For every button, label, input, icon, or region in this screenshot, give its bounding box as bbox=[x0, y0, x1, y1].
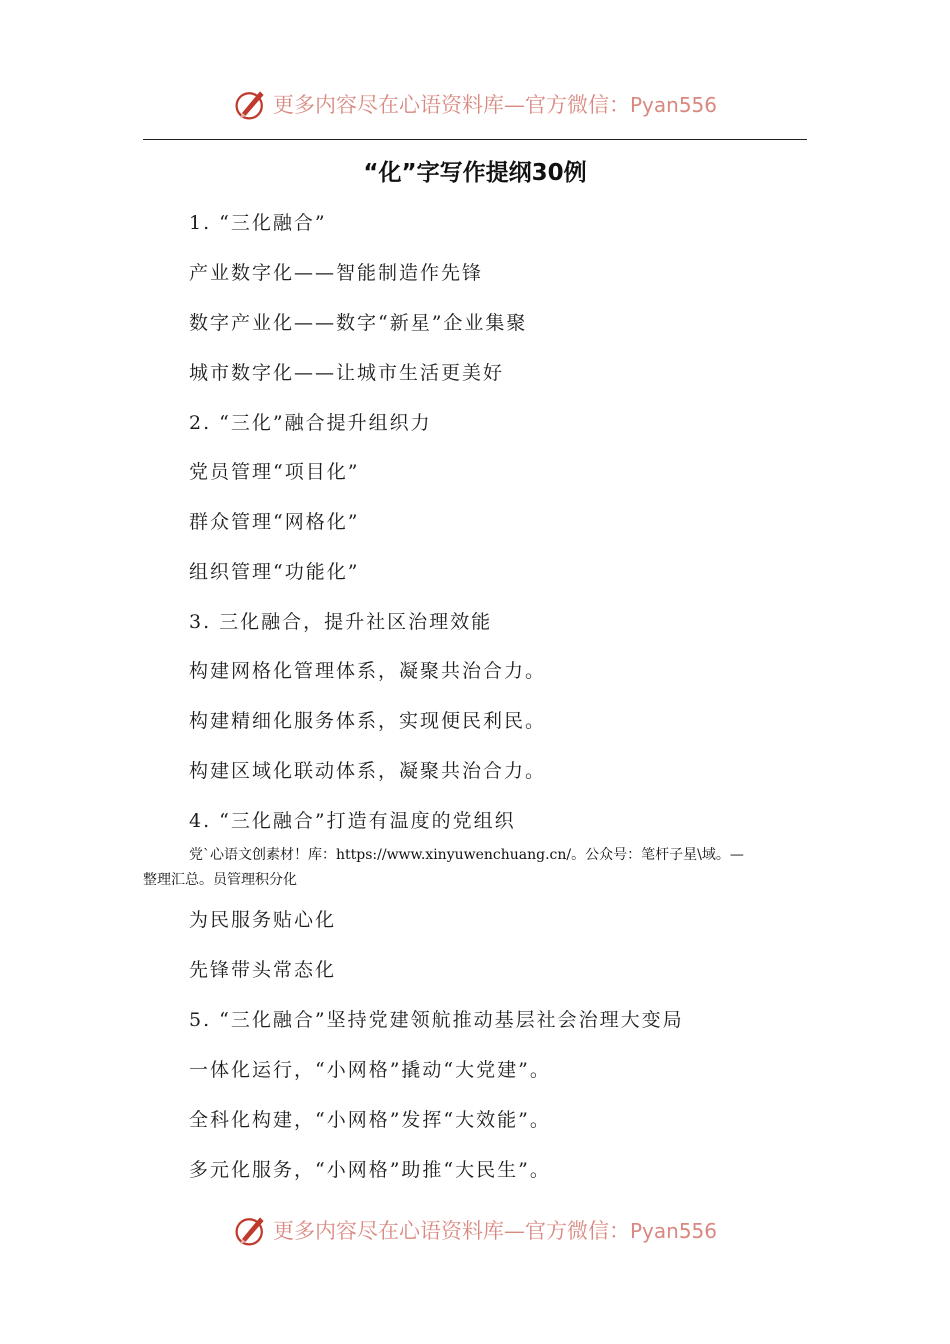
body-line: 1. “三化融合” bbox=[189, 212, 327, 234]
body-line: 构建区域化联动体系，凝聚共治合力。 bbox=[189, 760, 547, 782]
body-line: 一体化运行，“小网格”撬动“大党建”。 bbox=[189, 1059, 551, 1081]
body-line: 多元化服务，“小网格”助推“大民生”。 bbox=[189, 1159, 551, 1181]
body-line: 构建网格化管理体系，凝聚共治合力。 bbox=[189, 660, 547, 682]
body-line: 2. “三化”融合提升组织力 bbox=[189, 412, 432, 434]
note-line: 党`心语文创素材！库：https://www.xinyuwenchuang.cn/。公众号：笔杆子星\域。— bbox=[189, 847, 744, 863]
inline-watermark-note bbox=[143, 843, 807, 893]
body-line: 先锋带头常态化 bbox=[189, 959, 337, 981]
body-line: 构建精细化服务体系，实现便民利民。 bbox=[189, 710, 547, 732]
body-line: 全科化构建，“小网格”发挥“大效能”。 bbox=[189, 1109, 551, 1131]
header-watermark-banner bbox=[0, 82, 950, 126]
body-line: 组织管理“功能化” bbox=[189, 561, 360, 583]
body-line: 数字产业化——数字“新星”企业集聚 bbox=[189, 312, 528, 334]
wechat-id: Pyan556 bbox=[629, 93, 717, 117]
body-line: 5. “三化融合”坚持党建领航推动基层社会治理大变局 bbox=[189, 1009, 684, 1031]
body-line: 4. “三化融合”打造有温度的党组织 bbox=[189, 810, 516, 832]
body-line: 3. 三化融合，提升社区治理效能 bbox=[189, 611, 493, 633]
pen-circle-logo-icon bbox=[233, 86, 269, 122]
body-line: 产业数字化——智能制造作先锋 bbox=[189, 262, 484, 284]
body-line: 为民服务贴心化 bbox=[189, 909, 337, 931]
wechat-id: Pyan556 bbox=[629, 1219, 717, 1243]
footer-watermark-banner bbox=[0, 1208, 950, 1252]
document-title: “化”字写作提纲30例 bbox=[363, 160, 587, 186]
banner-text: 更多内容尽在心语资料库—官方微信：Pyan556 bbox=[272, 1219, 717, 1243]
body-line: 群众管理“网格化” bbox=[189, 511, 360, 533]
pen-circle-logo-icon bbox=[233, 1212, 269, 1248]
body-line: 党员管理“项目化” bbox=[189, 461, 360, 483]
body-line: 城市数字化——让城市生活更美好 bbox=[189, 362, 505, 384]
note-line: 整理汇总。员管理积分化 bbox=[143, 872, 297, 888]
header-divider bbox=[143, 139, 807, 140]
banner-text: 更多内容尽在心语资料库—官方微信：Pyan556 bbox=[272, 93, 717, 117]
